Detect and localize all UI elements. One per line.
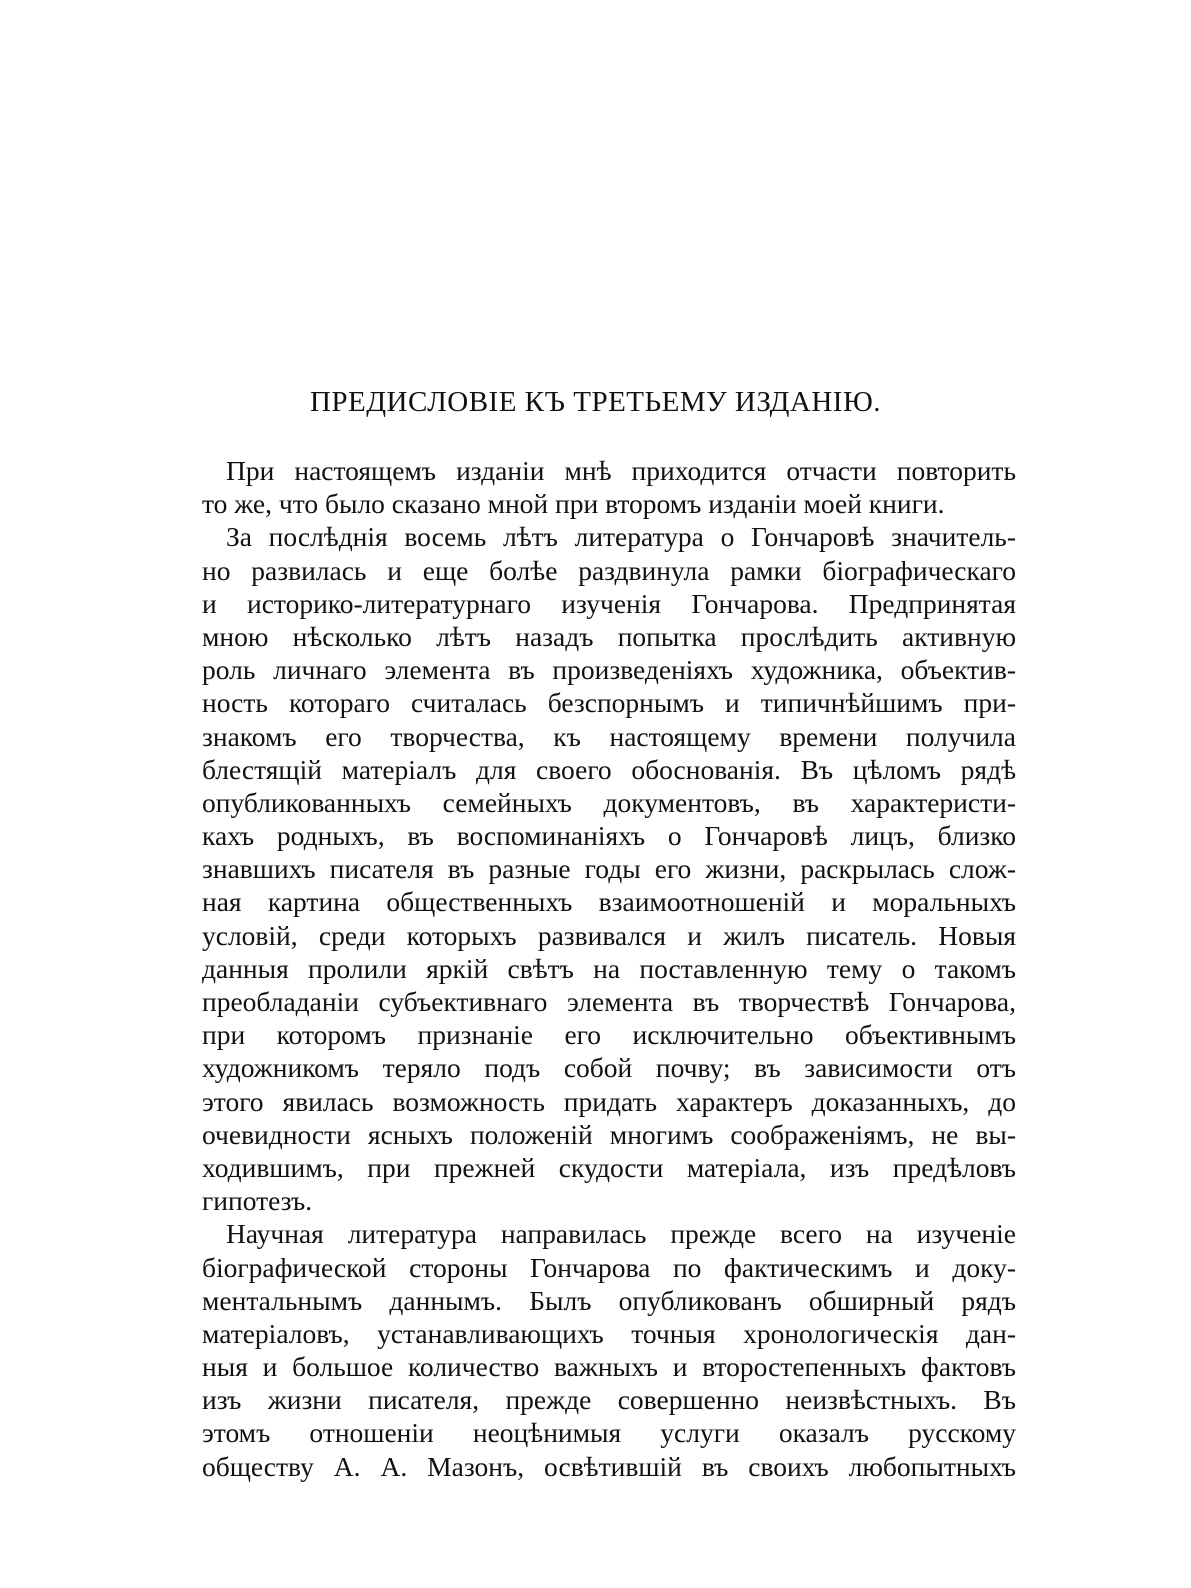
text-line: знавшихъ писателя въ разные годы его жизни, раскрылась слож-	[202, 853, 1016, 885]
text-line: то же, что было сказано мной при второмъ изданіи моей книги.	[202, 488, 945, 520]
text-line: но развилась и еще болѣе раздвинула рамки біографическаго	[202, 554, 1016, 586]
text-line: ная картина общественныхъ взаимоотношеній и моральныхъ	[202, 886, 1016, 918]
page-title: ПРЕДИСЛОВІЕ КЪ ТРЕТЬЕМУ ИЗДАНІЮ.	[309, 386, 882, 418]
text-line: очевидности ясныхъ положеній многимъ соображеніямъ, не вы-	[202, 1118, 1016, 1150]
text-line: изъ жизни писателя, прежде совершенно неизвѣстныхъ. Въ	[202, 1384, 1016, 1416]
text-line: матеріаловъ, устанавливающихъ точныя хронологическія дан-	[202, 1317, 1016, 1349]
text-line: гипотезъ.	[202, 1185, 313, 1217]
text-line: блестящій матеріалъ для своего обоснованія. Въ цѣломъ рядѣ	[202, 753, 1016, 785]
text-line: роль личнаго элемента въ произведеніяхъ художника, объектив-	[202, 654, 1016, 686]
text-line: При настоящемъ изданіи мнѣ приходится отчасти повторить	[226, 455, 1016, 486]
text-line: кахъ родныхъ, въ воспоминаніяхъ о Гончаровѣ лицъ, близко	[202, 820, 1016, 852]
text-line: этомъ отношеніи неоцѣнимыя услуги оказалъ русскому	[202, 1417, 1016, 1449]
text-line: при которомъ признаніе его исключительно объективнымъ	[202, 1019, 1016, 1051]
text-line: обществу А. А. Мазонъ, освѣтившій въ своихъ любопытныхъ	[202, 1450, 1016, 1482]
text-line: біографической стороны Гончарова по фактическимъ и доку-	[202, 1251, 1016, 1283]
text-line: данныя пролили яркій свѣтъ на поставленную тему о такомъ	[202, 952, 1016, 984]
text-line: знакомъ его творчества, къ настоящему времени получила	[202, 720, 1016, 752]
text-line: Научная литература направилась прежде всего на изученіе	[226, 1218, 1016, 1250]
text-line: и историко-литературнаго изученія Гончарова. Предпринятая	[202, 587, 1016, 619]
text-line: ность котораго считалась безспорнымъ и типичнѣйшимъ при-	[202, 687, 1016, 719]
text-line: преобладаніи субъективнаго элемента въ творчествѣ Гончарова,	[202, 986, 1016, 1017]
text-line: мною нѣсколько лѣтъ назадъ попытка прослѣдить активную	[202, 620, 1016, 652]
text-line: этого явилась возможность придать характеръ доказанныхъ, до	[202, 1085, 1016, 1117]
text-line: ментальнымъ даннымъ. Былъ опубликованъ обширный рядъ	[202, 1284, 1016, 1316]
text-line: опубликованныхъ семейныхъ документовъ, въ характеристи-	[202, 786, 1016, 818]
text-line: ходившимъ, при прежней скудости матеріала, изъ предѣловъ	[202, 1151, 1016, 1183]
text-line: художникомъ теряло подъ собой почву; въ зависимости отъ	[202, 1052, 1016, 1084]
text-line: условій, среди которыхъ развивался и жилъ писатель. Новыя	[202, 919, 1016, 951]
text-line: За послѣднія восемь лѣтъ литература о Гончаровѣ значитель-	[226, 521, 1016, 553]
text-line: ныя и большое количество важныхъ и второстепенныхъ фактовъ	[202, 1351, 1016, 1383]
preface-text	[202, 454, 1016, 1483]
